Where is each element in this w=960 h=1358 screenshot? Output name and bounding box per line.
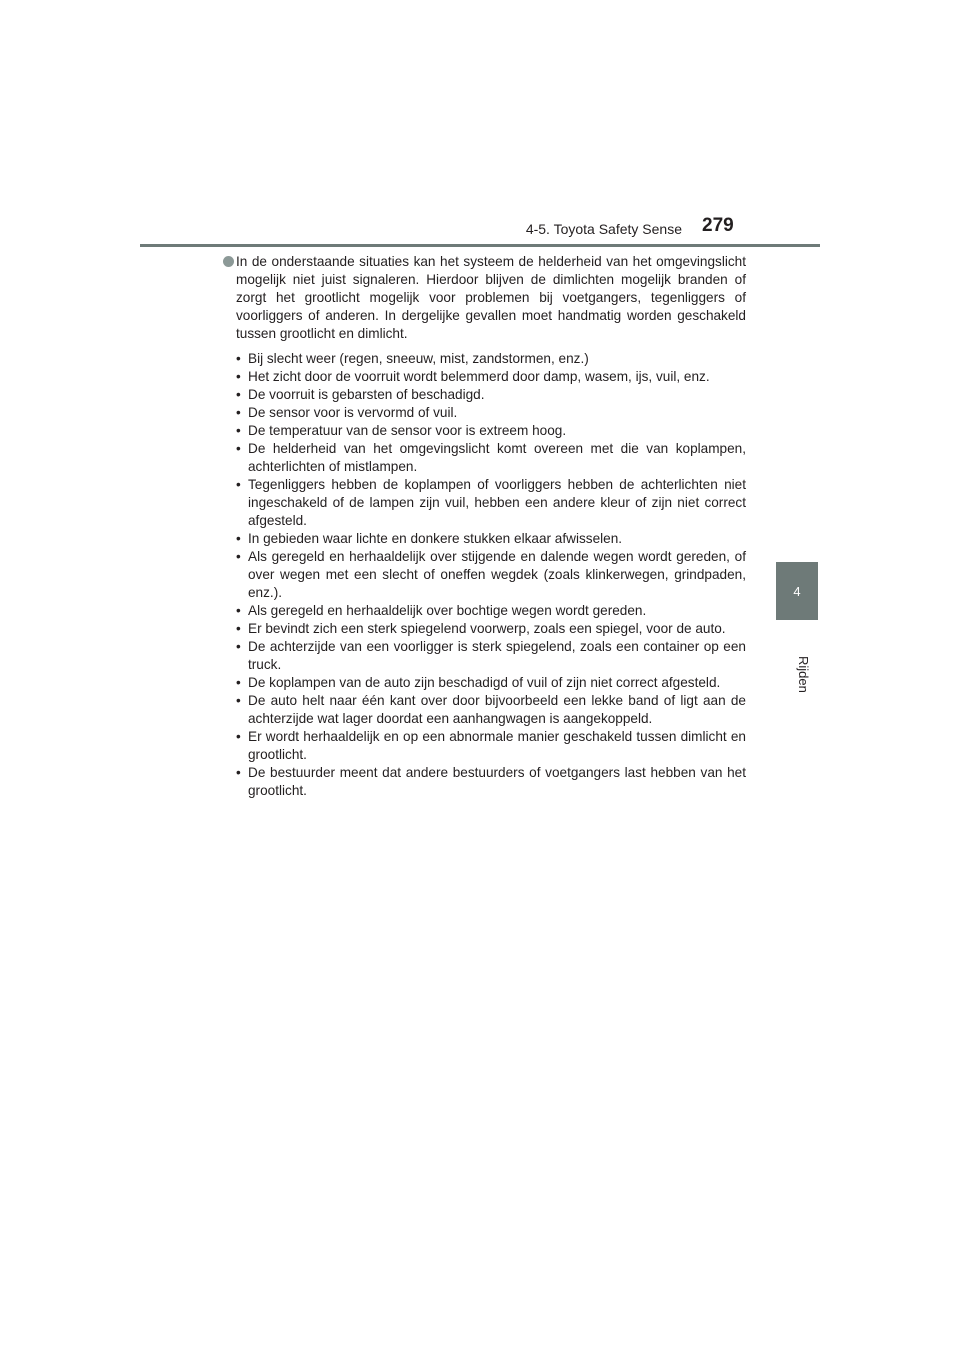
page-content: [222, 253, 746, 800]
list-item: • Bij slecht weer (regen, sneeuw, mist, zandstormen, enz.): [236, 350, 746, 368]
circle-bullet-icon: [223, 256, 234, 267]
list-item: • Het zicht door de voorruit wordt belemmerd door damp, wasem, ijs, vuil, enz.: [236, 368, 746, 386]
chapter-tab: [776, 562, 818, 620]
intro-paragraph: [222, 253, 746, 343]
section-title: 4-5. Toyota Safety Sense: [525, 221, 682, 237]
list-item: • Er bevindt zich een sterk spiegelend voorwerp, zoals een spiegel, voor de auto.: [236, 620, 746, 638]
header-divider: [140, 244, 820, 247]
page-number: 279: [702, 215, 734, 236]
list-item: • De achterzijde van een voorligger is sterk spiegelend, zoals een container op een truck.: [236, 638, 746, 674]
list-item: • In gebieden waar lichte en donkere stukken elkaar afwisselen.: [236, 530, 746, 548]
list-item: • De temperatuur van de sensor voor is extreem hoog.: [236, 422, 746, 440]
chapter-label: Rijden: [796, 655, 811, 693]
intro-text: In de onderstaande situaties kan het systeem de helderheid van het omgevingslicht mogelijk niet juist signaleren. Hierdoor blijven de dimlichten mogelijk branden of zorgt het grootlicht mogelijk voor problemen bij voetgangers, tegenliggers of voorliggers of anderen. In dergelijke gevallen moet handmatig worden geschakeld tussen grootlicht en dimlicht.: [236, 254, 746, 341]
list-item: • De voorruit is gebarsten of beschadigd.: [236, 386, 746, 404]
list-item: • De sensor voor is vervormd of vuil.: [236, 404, 746, 422]
list-item: • Er wordt herhaaldelijk en op een abnormale manier geschakeld tussen dimlicht en grootlicht.: [236, 728, 746, 764]
chapter-number: 4: [793, 583, 801, 599]
list-item: • Als geregeld en herhaaldelijk over stijgende en dalende wegen wordt gereden, of over wegen met een slecht of oneffen wegdek (zoals klinkerwegen, grindpaden, enz.).: [236, 548, 746, 602]
list-item: • De koplampen van de auto zijn beschadigd of vuil of zijn niet correct afgesteld.: [236, 674, 746, 692]
situation-list: [222, 350, 746, 800]
list-item: • Als geregeld en herhaaldelijk over bochtige wegen wordt gereden.: [236, 602, 746, 620]
list-item: • Tegenliggers hebben de koplampen of voorliggers hebben de achterlichten niet ingeschakeld of de lampen zijn vuil, hebben een andere kleur of zijn niet correct afgesteld.: [236, 476, 746, 530]
list-item: • De bestuurder meent dat andere bestuurders of voetgangers last hebben van het grootlicht.: [236, 764, 746, 800]
list-item: • De auto helt naar één kant over door bijvoorbeeld een lekke band of ligt aan de achterzijde wat lager doordat een aanhangwagen is aangekoppeld.: [236, 692, 746, 728]
list-item: • De helderheid van het omgevingslicht komt overeen met die van koplampen, achterlichten of mistlampen.: [236, 440, 746, 476]
